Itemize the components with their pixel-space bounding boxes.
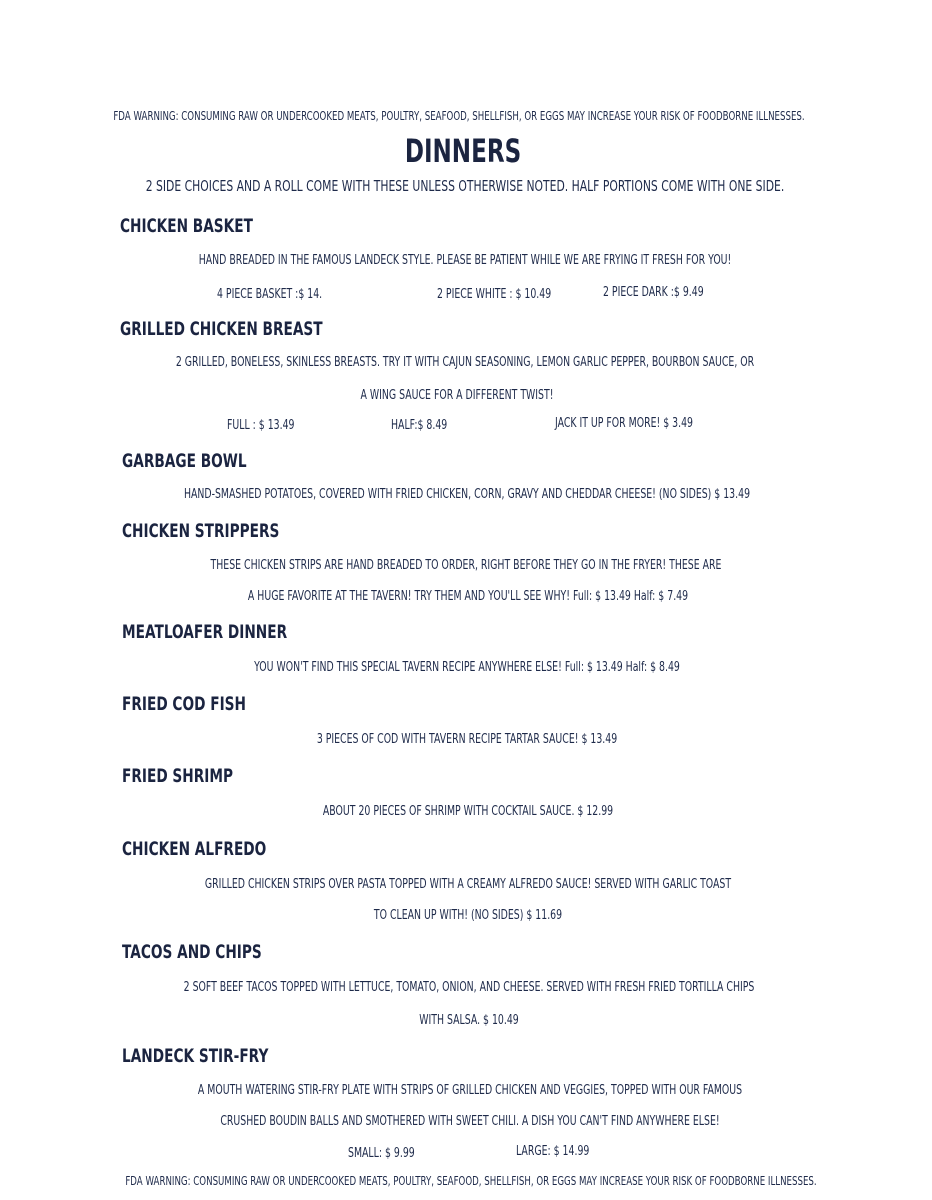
item-desc: 3 PIECES OF COD WITH TAVERN RECIPE TARTAR SAUCE! $ 13.49: [316, 732, 618, 747]
item-price: FULL : $ 13.49: [227, 418, 295, 433]
item-desc: TO CLEAN UP WITH! (NO SIDES) $ 11.69: [373, 908, 563, 923]
item-desc: ABOUT 20 PIECES OF SHRIMP WITH COCKTAIL SAUCE. $ 12.99: [322, 804, 614, 819]
item-name-chicken-alfredo: CHICKEN ALFREDO: [122, 838, 267, 860]
item-price: JACK IT UP FOR MORE! $ 3.49: [555, 416, 694, 431]
item-name-fried-cod-fish: FRIED COD FISH: [122, 693, 246, 715]
item-desc: 2 GRILLED, BONELESS, SKINLESS BREASTS. TRY IT WITH CAJUN SEASONING, LEMON GARLIC PEPPER, BOURBON SAUCE, OR: [175, 355, 755, 370]
item-name-chicken-strippers: CHICKEN STRIPPERS: [122, 520, 280, 542]
fda-warning-bottom: FDA WARNING: CONSUMING RAW OR UNDERCOOKED MEATS, POULTRY, SEAFOOD, SHELLFISH, OR EGGS MAY INCREASE YOUR RISK OF FOODBORNE ILLNESSES.: [125, 1174, 817, 1188]
item-name-meatloafer-dinner: MEATLOAFER DINNER: [122, 621, 288, 643]
item-desc: THESE CHICKEN STRIPS ARE HAND BREADED TO ORDER, RIGHT BEFORE THEY GO IN THE FRYER! THESE ARE: [210, 558, 722, 573]
item-price: 2 PIECE DARK :$ 9.49: [603, 285, 704, 300]
item-desc: HAND BREADED IN THE FAMOUS LANDECK STYLE. PLEASE BE PATIENT WHILE WE ARE FRYING IT FRESH FOR YOU!: [198, 253, 732, 268]
item-desc: WITH SALSA. $ 10.49: [419, 1013, 519, 1028]
item-name-garbage-bowl: GARBAGE BOWL: [122, 450, 247, 472]
item-name-chicken-basket: CHICKEN BASKET: [120, 215, 253, 237]
item-desc: A WING SAUCE FOR A DIFFERENT TWIST!: [360, 388, 554, 403]
page-title: DINNERS: [404, 132, 522, 170]
item-price: LARGE: $ 14.99: [516, 1144, 590, 1159]
item-name-landeck-stir-fry: LANDECK STIR-FRY: [122, 1045, 269, 1067]
item-price: HALF:$ 8.49: [391, 418, 448, 433]
page-subtitle: 2 SIDE CHOICES AND A ROLL COME WITH THESE UNLESS OTHERWISE NOTED. HALF PORTIONS COME WITH ONE SIDE.: [145, 177, 785, 195]
item-price: 4 PIECE BASKET :$ 14.: [217, 287, 323, 302]
item-desc: GRILLED CHICKEN STRIPS OVER PASTA TOPPED WITH A CREAMY ALFREDO SAUCE! SERVED WITH GARLIC TOAST: [204, 877, 732, 892]
item-price: SMALL: $ 9.99: [348, 1146, 415, 1161]
item-desc: A HUGE FAVORITE AT THE TAVERN! TRY THEM AND YOU'LL SEE WHY! Full: $ 13.49 Half: $ 7.49: [247, 589, 689, 604]
fda-warning-top: FDA WARNING: CONSUMING RAW OR UNDERCOOKED MEATS, POULTRY, SEAFOOD, SHELLFISH, OR EGGS MAY INCREASE YOUR RISK OF FOODBORNE ILLNESSES.: [113, 109, 805, 123]
item-desc: HAND-SMASHED POTATOES, COVERED WITH FRIED CHICKEN, CORN, GRAVY AND CHEDDAR CHEESE! (NO SIDES) $ 13.49: [183, 487, 751, 502]
item-desc: YOU WON'T FIND THIS SPECIAL TAVERN RECIPE ANYWHERE ELSE! Full: $ 13.49 Half: $ 8.49: [254, 660, 680, 675]
item-price: 2 PIECE WHITE : $ 10.49: [437, 287, 552, 302]
item-desc: CRUSHED BOUDIN BALLS AND SMOTHERED WITH SWEET CHILI. A DISH YOU CAN'T FIND ANYWHERE ELSE!: [220, 1114, 720, 1129]
item-desc: A MOUTH WATERING STIR-FRY PLATE WITH STRIPS OF GRILLED CHICKEN AND VEGGIES, TOPPED WITH OUR FAMOUS: [197, 1083, 743, 1098]
item-desc: 2 SOFT BEEF TACOS TOPPED WITH LETTUCE, TOMATO, ONION, AND CHEESE. SERVED WITH FRESH FRIED TORTILLA CHIPS: [183, 980, 755, 995]
item-name-fried-shrimp: FRIED SHRIMP: [122, 765, 234, 787]
item-name-grilled-chicken-breast: GRILLED CHICKEN BREAST: [120, 318, 323, 340]
item-name-tacos-and-chips: TACOS AND CHIPS: [122, 941, 262, 963]
